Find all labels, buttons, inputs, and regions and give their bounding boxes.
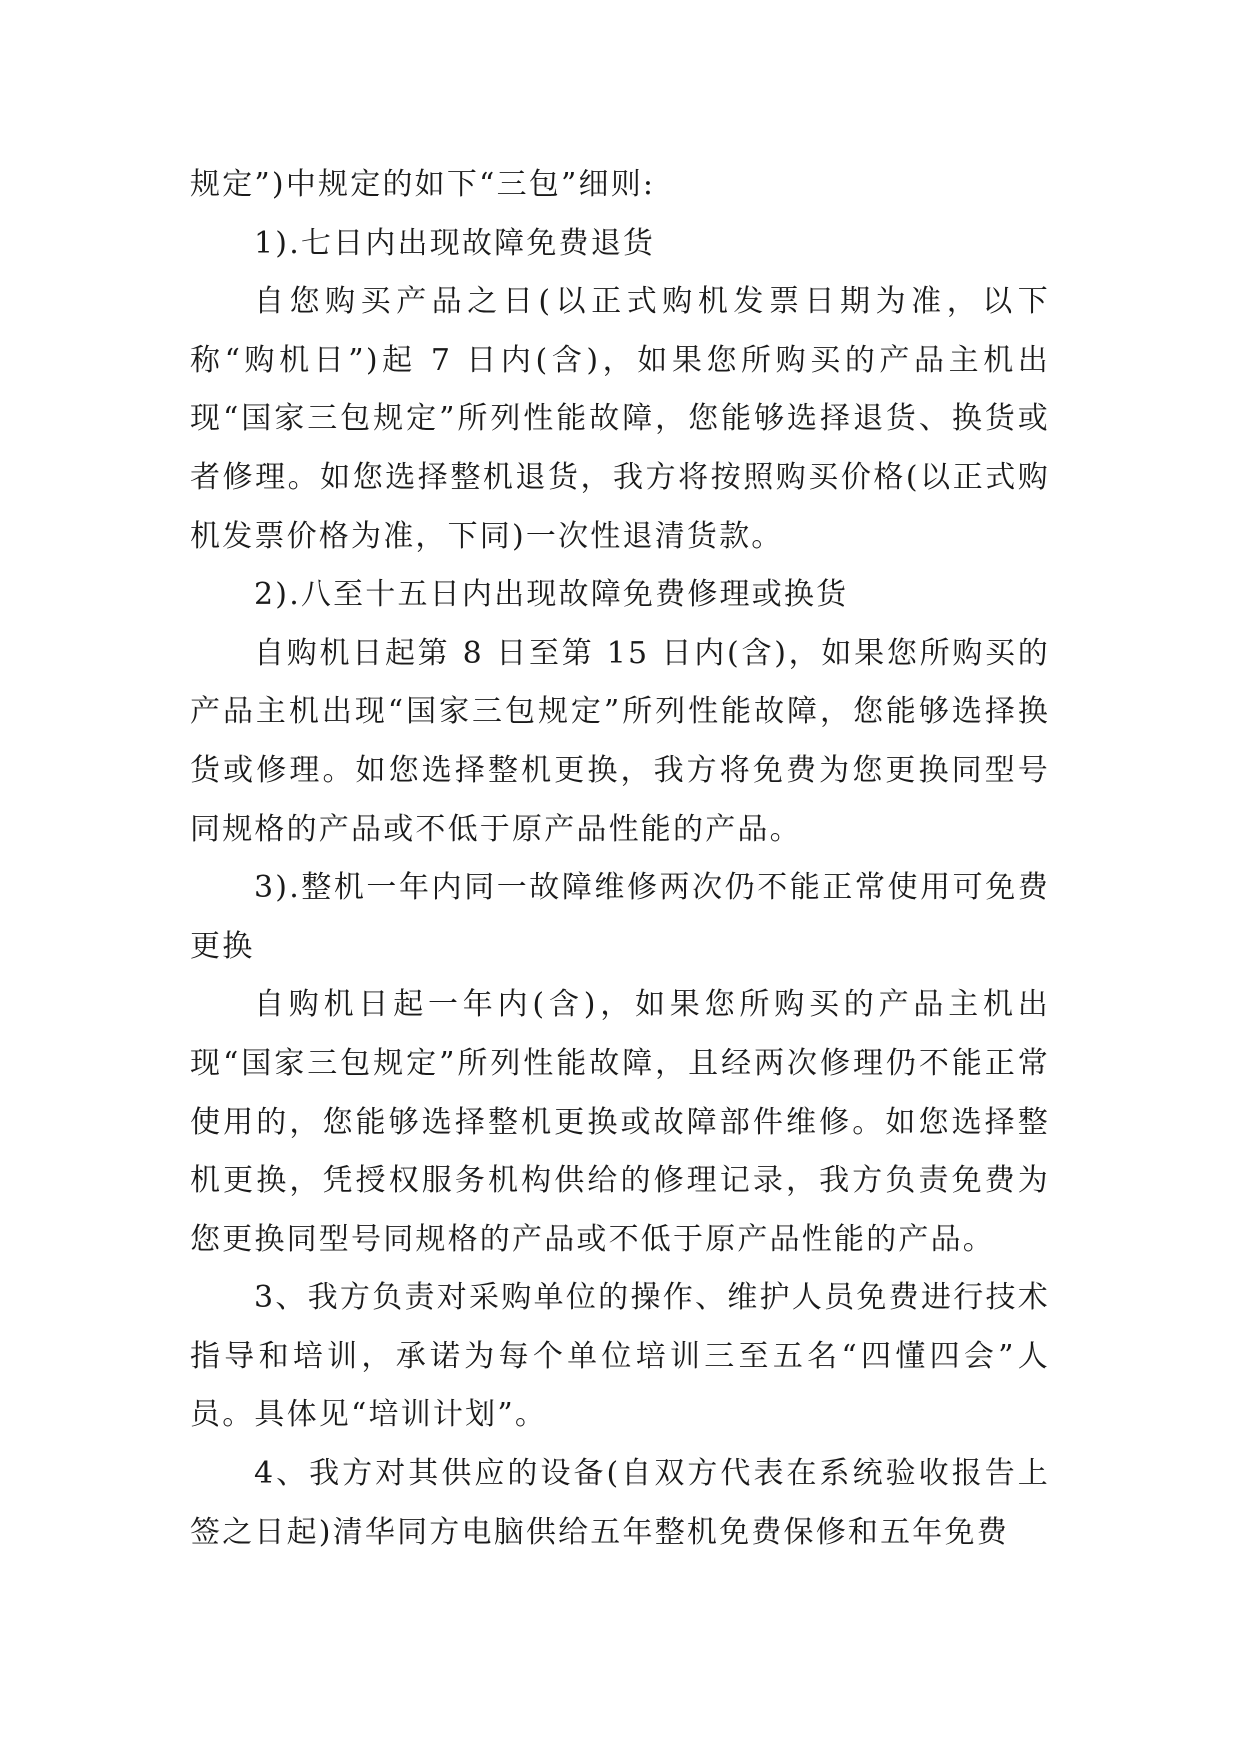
paragraph-heading-1: 1).七日内出现故障免费退货 — [254, 225, 656, 261]
paragraph-heading-3: 3).整机一年内同一故障维修两次仍不能正常使用可免费更换 — [190, 870, 1050, 964]
paragraph-body-3: 自购机日起一年内(含)，如果您所购买的产品主机出现“国家三包规定”所列性能故障，且经两次修理仍不能正常使用的，您能够选择整机更换或故障部件维修。如您选择整机更换，凭授权服务机构供给的修理记录，我方负责免费为您更换同型号同规格的产品或不低于原产品性能的产品。 — [190, 987, 1050, 1257]
paragraph-continuation: 规定”)中规定的如下“三包”细则: — [190, 167, 656, 202]
paragraph-heading-2: 2).八至十五日内出现故障免费修理或换货 — [254, 577, 849, 613]
document-body — [190, 156, 1050, 1562]
paragraph-body-1: 自您购买产品之日(以正式购机发票日期为准，以下称“购机日”)起 7 日内(含)，如果您所购买的产品主机出现“国家三包规定”所列性能故障，您能够选择退货、换货或者修理。如您选择整机退货，我方将按照购买价格(以正式购机发票价格为准，下同)一次性退清货款。 — [190, 284, 1050, 554]
paragraph-item-3: 3、我方负责对采购单位的操作、维护人员免费进行技术指导和培训，承诺为每个单位培训三至五名“四懂四会”人员。具体见“培训计划”。 — [190, 1280, 1050, 1433]
paragraph-item-4: 4、我方对其供应的设备(自双方代表在系统验收报告上签之日起)清华同方电脑供给五年整机免费保修和五年免费 — [190, 1456, 1050, 1550]
paragraph-body-2: 自购机日起第 8 日至第 15 日内(含)，如果您所购买的产品主机出现“国家三包规定”所列性能故障，您能够选择换货或修理。如您选择整机更换，我方将免费为您更换同型号同规格的产品或不低于原产品性能的产品。 — [190, 635, 1050, 847]
